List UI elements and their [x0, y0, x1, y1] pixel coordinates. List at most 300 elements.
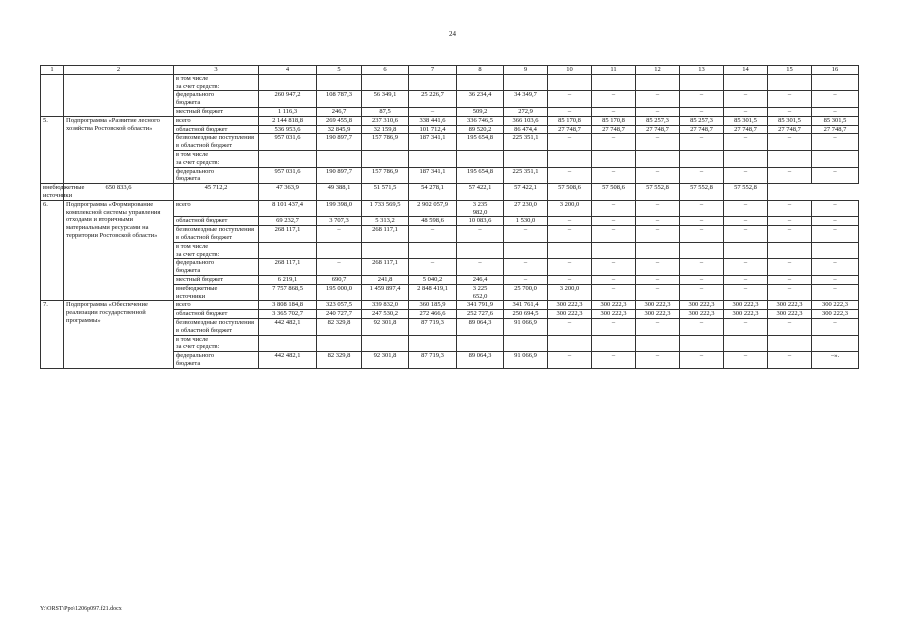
value-cell: 3 707,3 — [317, 217, 362, 226]
column-header: 4 — [259, 66, 317, 75]
value-cell: 86 474,4 — [504, 125, 548, 134]
value-cell — [724, 335, 768, 352]
value-cell: – — [636, 91, 680, 108]
value-cell: 195 654,8 — [457, 167, 504, 184]
value-cell: – — [548, 259, 592, 276]
value-cell: 509,2 — [457, 107, 504, 116]
program-name-cell — [64, 74, 174, 116]
value-cell: 34 349,7 — [504, 91, 548, 108]
value-cell: – — [680, 284, 724, 301]
value-cell: 246,7 — [317, 107, 362, 116]
value-cell: – — [636, 217, 680, 226]
value-cell — [724, 74, 768, 91]
value-cell: 2 848 419,1 — [409, 284, 457, 301]
value-cell — [548, 335, 592, 352]
value-cell: 341 791,9 — [457, 301, 504, 310]
value-cell: 85 170,8 — [592, 116, 636, 125]
value-cell: 57 552,8 — [724, 184, 768, 201]
value-cell: – — [812, 200, 859, 217]
value-cell: – — [768, 318, 812, 335]
value-cell: – — [592, 226, 636, 243]
value-cell: 300 222,3 — [812, 310, 859, 319]
value-cell: – — [680, 91, 724, 108]
value-cell: 3 200,0 — [548, 284, 592, 301]
value-cell: 300 222,3 — [548, 301, 592, 310]
value-cell: 57 508,6 — [548, 184, 592, 201]
column-header: 12 — [636, 66, 680, 75]
value-cell — [768, 242, 812, 259]
value-cell — [362, 74, 409, 91]
value-cell: – — [724, 217, 768, 226]
column-header: 7 — [409, 66, 457, 75]
value-cell: 3 365 702,7 — [259, 310, 317, 319]
value-cell: 56 349,1 — [362, 91, 409, 108]
value-cell: – — [724, 284, 768, 301]
funding-source-cell: всего — [174, 200, 259, 217]
program-name-cell: Подпрограмма «Обеспечение реализации государственной программы» — [64, 301, 174, 368]
value-cell: – — [812, 259, 859, 276]
value-cell: 10 083,6 — [457, 217, 504, 226]
value-cell: 89 520,2 — [457, 125, 504, 134]
funding-source-cell: местный бюджет — [174, 275, 259, 284]
value-cell — [504, 150, 548, 167]
value-cell: – — [504, 275, 548, 284]
value-cell: – — [409, 226, 457, 243]
column-header: 14 — [724, 66, 768, 75]
value-cell: 247 530,2 — [362, 310, 409, 319]
value-cell: – — [504, 226, 548, 243]
value-cell: – — [548, 107, 592, 116]
value-cell: 442 482,1 — [259, 318, 317, 335]
value-cell: 49 388,1 — [317, 184, 362, 201]
value-cell — [259, 150, 317, 167]
value-cell: 246,4 — [457, 275, 504, 284]
value-cell — [636, 242, 680, 259]
value-cell: – — [592, 318, 636, 335]
value-cell: 6 219,1 — [259, 275, 317, 284]
column-header: 5 — [317, 66, 362, 75]
column-header: 8 — [457, 66, 504, 75]
value-cell: 957 031,6 — [259, 134, 317, 151]
value-cell: 1 530,0 — [504, 217, 548, 226]
value-cell: 268 117,1 — [259, 226, 317, 243]
value-cell — [259, 242, 317, 259]
value-cell: 27 748,7 — [548, 125, 592, 134]
value-cell: – — [812, 226, 859, 243]
value-cell: – — [636, 275, 680, 284]
page-number: 24 — [449, 30, 456, 38]
value-cell: – — [592, 259, 636, 276]
value-cell: – — [812, 107, 859, 116]
value-cell: – — [724, 352, 768, 369]
value-cell: – — [592, 91, 636, 108]
value-cell: 32 845,9 — [317, 125, 362, 134]
value-cell — [636, 74, 680, 91]
funding-source-cell: областной бюджет — [174, 125, 259, 134]
column-header: 15 — [768, 66, 812, 75]
value-cell: – — [724, 200, 768, 217]
value-cell: – — [680, 134, 724, 151]
column-header: 9 — [504, 66, 548, 75]
value-cell — [680, 335, 724, 352]
value-cell — [457, 150, 504, 167]
value-cell: 51 571,5 — [362, 184, 409, 201]
table-row — [41, 74, 859, 91]
value-cell: 1 733 569,5 — [362, 200, 409, 217]
value-cell — [504, 74, 548, 91]
value-cell: 82 329,8 — [317, 352, 362, 369]
value-cell: – — [680, 318, 724, 335]
value-cell — [592, 74, 636, 91]
value-cell: 57 422,1 — [504, 184, 548, 201]
value-cell: – — [592, 134, 636, 151]
value-cell: – — [768, 217, 812, 226]
value-cell: –». — [812, 352, 859, 369]
budget-table — [40, 65, 859, 369]
value-cell: – — [812, 91, 859, 108]
value-cell: 27 748,7 — [768, 125, 812, 134]
value-cell: 199 398,0 — [317, 200, 362, 217]
value-cell: – — [680, 226, 724, 243]
value-cell — [592, 150, 636, 167]
value-cell: – — [592, 352, 636, 369]
value-cell: – — [409, 259, 457, 276]
value-cell: 300 222,3 — [680, 310, 724, 319]
value-cell: 187 341,1 — [409, 167, 457, 184]
value-cell — [548, 242, 592, 259]
column-header: 10 — [548, 66, 592, 75]
value-cell: 25 700,0 — [504, 284, 548, 301]
table-row — [41, 200, 859, 217]
value-cell: – — [636, 318, 680, 335]
value-cell: 269 455,8 — [317, 116, 362, 125]
value-cell: 338 441,6 — [409, 116, 457, 125]
value-cell: – — [548, 275, 592, 284]
value-cell: – — [768, 226, 812, 243]
value-cell: 190 897,7 — [317, 134, 362, 151]
value-cell: 268 117,1 — [362, 259, 409, 276]
column-header: 3 — [174, 66, 259, 75]
value-cell: – — [636, 167, 680, 184]
value-cell: 54 278,1 — [409, 184, 457, 201]
value-cell: – — [768, 107, 812, 116]
value-cell: 5 313,2 — [362, 217, 409, 226]
value-cell: – — [548, 91, 592, 108]
value-cell: – — [548, 318, 592, 335]
value-cell: – — [768, 259, 812, 276]
value-cell: 300 222,3 — [548, 310, 592, 319]
funding-source-cell: в том числе за счет средств: — [174, 242, 259, 259]
value-cell: 300 222,3 — [592, 310, 636, 319]
value-cell: – — [812, 167, 859, 184]
table-body — [41, 66, 859, 369]
value-cell: 8 101 437,4 — [259, 200, 317, 217]
value-cell: – — [768, 284, 812, 301]
value-cell: – — [548, 217, 592, 226]
value-cell: – — [317, 226, 362, 243]
value-cell — [680, 242, 724, 259]
value-cell: 57 422,1 — [457, 184, 504, 201]
value-cell — [317, 74, 362, 91]
value-cell: 2 144 818,8 — [259, 116, 317, 125]
value-cell: 300 222,3 — [680, 301, 724, 310]
value-cell: 272 466,6 — [409, 310, 457, 319]
value-cell: 957 031,6 — [259, 167, 317, 184]
value-cell: 240 727,7 — [317, 310, 362, 319]
header-row — [41, 66, 859, 75]
value-cell: 87,5 — [362, 107, 409, 116]
value-cell — [504, 335, 548, 352]
value-cell: 300 222,3 — [636, 301, 680, 310]
column-header: 1 — [41, 66, 64, 75]
value-cell — [409, 150, 457, 167]
value-cell: – — [724, 259, 768, 276]
value-cell: – — [724, 107, 768, 116]
column-header: 11 — [592, 66, 636, 75]
value-cell: 27 230,0 — [504, 200, 548, 217]
funding-source-cell: внебюджетные источники — [41, 184, 64, 201]
value-cell: 272,9 — [504, 107, 548, 116]
value-cell: – — [768, 352, 812, 369]
value-cell — [724, 242, 768, 259]
value-cell: 85 301,5 — [724, 116, 768, 125]
row-number-cell: 6. — [41, 200, 64, 301]
value-cell: – — [680, 217, 724, 226]
value-cell — [317, 335, 362, 352]
value-cell: 5 040,2 — [409, 275, 457, 284]
value-cell — [768, 150, 812, 167]
value-cell: 57 552,8 — [636, 184, 680, 201]
value-cell: 27 748,7 — [724, 125, 768, 134]
value-cell: 268 117,1 — [259, 259, 317, 276]
value-cell: 85 257,3 — [636, 116, 680, 125]
column-header: 6 — [362, 66, 409, 75]
value-cell: 360 185,9 — [409, 301, 457, 310]
value-cell: 89 064,3 — [457, 318, 504, 335]
value-cell: 36 234,4 — [457, 91, 504, 108]
funding-source-cell: в том числе за счет средств: — [174, 74, 259, 91]
value-cell — [548, 150, 592, 167]
funding-source-cell: в том числе за счет средств: — [174, 335, 259, 352]
value-cell: – — [592, 275, 636, 284]
value-cell — [409, 74, 457, 91]
value-cell: 268 117,1 — [362, 226, 409, 243]
value-cell: 250 694,5 — [504, 310, 548, 319]
value-cell: 195 000,0 — [317, 284, 362, 301]
value-cell: 91 066,9 — [504, 352, 548, 369]
value-cell: 3 225 652,0 — [457, 284, 504, 301]
value-cell: – — [724, 226, 768, 243]
value-cell: – — [636, 107, 680, 116]
value-cell: – — [768, 200, 812, 217]
value-cell: 442 482,1 — [259, 352, 317, 369]
value-cell: 101 712,4 — [409, 125, 457, 134]
value-cell: 300 222,3 — [636, 310, 680, 319]
value-cell — [812, 74, 859, 91]
value-cell: – — [457, 259, 504, 276]
value-cell: 3 235 982,0 — [457, 200, 504, 217]
value-cell: – — [724, 134, 768, 151]
value-cell: – — [724, 91, 768, 108]
value-cell — [812, 242, 859, 259]
value-cell — [457, 74, 504, 91]
value-cell: – — [548, 167, 592, 184]
value-cell — [457, 242, 504, 259]
value-cell: 3 200,0 — [548, 200, 592, 217]
funding-source-cell: федерального бюджета — [174, 352, 259, 369]
value-cell: – — [768, 275, 812, 284]
funding-source-cell: федерального бюджета — [174, 167, 259, 184]
value-cell: – — [317, 259, 362, 276]
value-cell: 323 057,5 — [317, 301, 362, 310]
value-cell: 45 712,2 — [174, 184, 259, 201]
value-cell: 536 953,6 — [259, 125, 317, 134]
column-header: 2 — [64, 66, 174, 75]
value-cell: – — [680, 352, 724, 369]
value-cell: 85 170,8 — [548, 116, 592, 125]
funding-source-cell: безвозмездные поступления в областной бюджет — [174, 134, 259, 151]
value-cell: – — [636, 284, 680, 301]
value-cell: 1 459 897,4 — [362, 284, 409, 301]
value-cell: 48 598,6 — [409, 217, 457, 226]
value-cell: 157 786,9 — [362, 134, 409, 151]
value-cell: 85 301,5 — [812, 116, 859, 125]
value-cell: – — [812, 275, 859, 284]
value-cell: 91 066,9 — [504, 318, 548, 335]
value-cell: – — [636, 226, 680, 243]
row-number-cell: 7. — [41, 301, 64, 368]
row-number-cell — [41, 74, 64, 116]
value-cell: 108 787,3 — [317, 91, 362, 108]
value-cell: 157 786,9 — [362, 167, 409, 184]
value-cell: 366 103,6 — [504, 116, 548, 125]
value-cell — [680, 150, 724, 167]
value-cell: 690,7 — [317, 275, 362, 284]
value-cell: 195 654,8 — [457, 134, 504, 151]
value-cell — [362, 150, 409, 167]
table-row — [41, 301, 859, 310]
value-cell: 92 301,8 — [362, 352, 409, 369]
value-cell: – — [768, 91, 812, 108]
value-cell: – — [636, 134, 680, 151]
funding-source-cell: всего — [174, 116, 259, 125]
value-cell — [504, 242, 548, 259]
value-cell: 260 947,2 — [259, 91, 317, 108]
value-cell: 237 310,6 — [362, 116, 409, 125]
value-cell: – — [636, 200, 680, 217]
table-row — [41, 116, 859, 125]
value-cell: 82 329,8 — [317, 318, 362, 335]
funding-source-cell: внебюджетные источники — [174, 284, 259, 301]
funding-source-cell: местный бюджет — [174, 107, 259, 116]
value-cell: 650 833,6 — [64, 184, 174, 201]
value-cell — [362, 242, 409, 259]
value-cell — [409, 335, 457, 352]
value-cell: 32 159,8 — [362, 125, 409, 134]
value-cell: 25 226,7 — [409, 91, 457, 108]
value-cell: – — [812, 217, 859, 226]
value-cell: 1 116,3 — [259, 107, 317, 116]
program-name-cell: Подпрограмма «Развитие лесного хозяйства Ростовской области» — [64, 116, 174, 183]
column-header: 16 — [812, 66, 859, 75]
value-cell: 85 257,3 — [680, 116, 724, 125]
value-cell: 225 351,1 — [504, 167, 548, 184]
value-cell: 87 719,3 — [409, 352, 457, 369]
row-number-cell: 5. — [41, 116, 64, 183]
value-cell: – — [724, 275, 768, 284]
value-cell: – — [592, 284, 636, 301]
funding-source-cell: федерального бюджета — [174, 259, 259, 276]
funding-source-cell: областной бюджет — [174, 217, 259, 226]
value-cell — [592, 242, 636, 259]
value-cell: 57 552,8 — [680, 184, 724, 201]
value-cell — [259, 74, 317, 91]
value-cell: – — [548, 352, 592, 369]
value-cell: – — [592, 217, 636, 226]
value-cell: – — [680, 107, 724, 116]
value-cell — [768, 335, 812, 352]
value-cell: 92 301,8 — [362, 318, 409, 335]
value-cell — [592, 335, 636, 352]
value-cell: – — [636, 352, 680, 369]
value-cell: 300 222,3 — [812, 301, 859, 310]
value-cell: 2 902 057,9 — [409, 200, 457, 217]
value-cell: 87 719,3 — [409, 318, 457, 335]
value-cell: 187 341,1 — [409, 134, 457, 151]
value-cell — [457, 335, 504, 352]
value-cell — [636, 335, 680, 352]
value-cell: – — [680, 275, 724, 284]
value-cell: – — [724, 318, 768, 335]
funding-source-cell: областной бюджет — [174, 310, 259, 319]
value-cell: 341 761,4 — [504, 301, 548, 310]
value-cell: 27 748,7 — [636, 125, 680, 134]
value-cell: 3 808 184,8 — [259, 301, 317, 310]
funding-source-cell: безвозмездные поступления в областной бюджет — [174, 318, 259, 335]
value-cell — [317, 150, 362, 167]
value-cell: – — [592, 200, 636, 217]
value-cell — [812, 150, 859, 167]
value-cell: – — [812, 284, 859, 301]
value-cell: 7 757 868,5 — [259, 284, 317, 301]
value-cell: 300 222,3 — [724, 301, 768, 310]
value-cell — [362, 335, 409, 352]
value-cell: 336 746,5 — [457, 116, 504, 125]
value-cell: – — [768, 167, 812, 184]
funding-source-cell: безвозмездные поступления в областной бюджет — [174, 226, 259, 243]
file-path-footer: Y:\ORST\Ppo\1206p097.f21.docx — [40, 606, 122, 612]
value-cell: 300 222,3 — [724, 310, 768, 319]
value-cell: 85 301,5 — [768, 116, 812, 125]
value-cell: 252 727,6 — [457, 310, 504, 319]
funding-source-cell: всего — [174, 301, 259, 310]
value-cell: 27 748,7 — [592, 125, 636, 134]
value-cell — [680, 74, 724, 91]
funding-source-cell: в том числе за счет средств: — [174, 150, 259, 167]
value-cell: 300 222,3 — [768, 301, 812, 310]
value-cell: 27 748,7 — [680, 125, 724, 134]
value-cell: 225 351,1 — [504, 134, 548, 151]
value-cell — [636, 150, 680, 167]
value-cell: – — [592, 167, 636, 184]
value-cell — [259, 335, 317, 352]
value-cell — [409, 242, 457, 259]
value-cell: 89 064,3 — [457, 352, 504, 369]
column-header: 13 — [680, 66, 724, 75]
value-cell: – — [592, 107, 636, 116]
value-cell: – — [548, 226, 592, 243]
value-cell: 190 897,7 — [317, 167, 362, 184]
